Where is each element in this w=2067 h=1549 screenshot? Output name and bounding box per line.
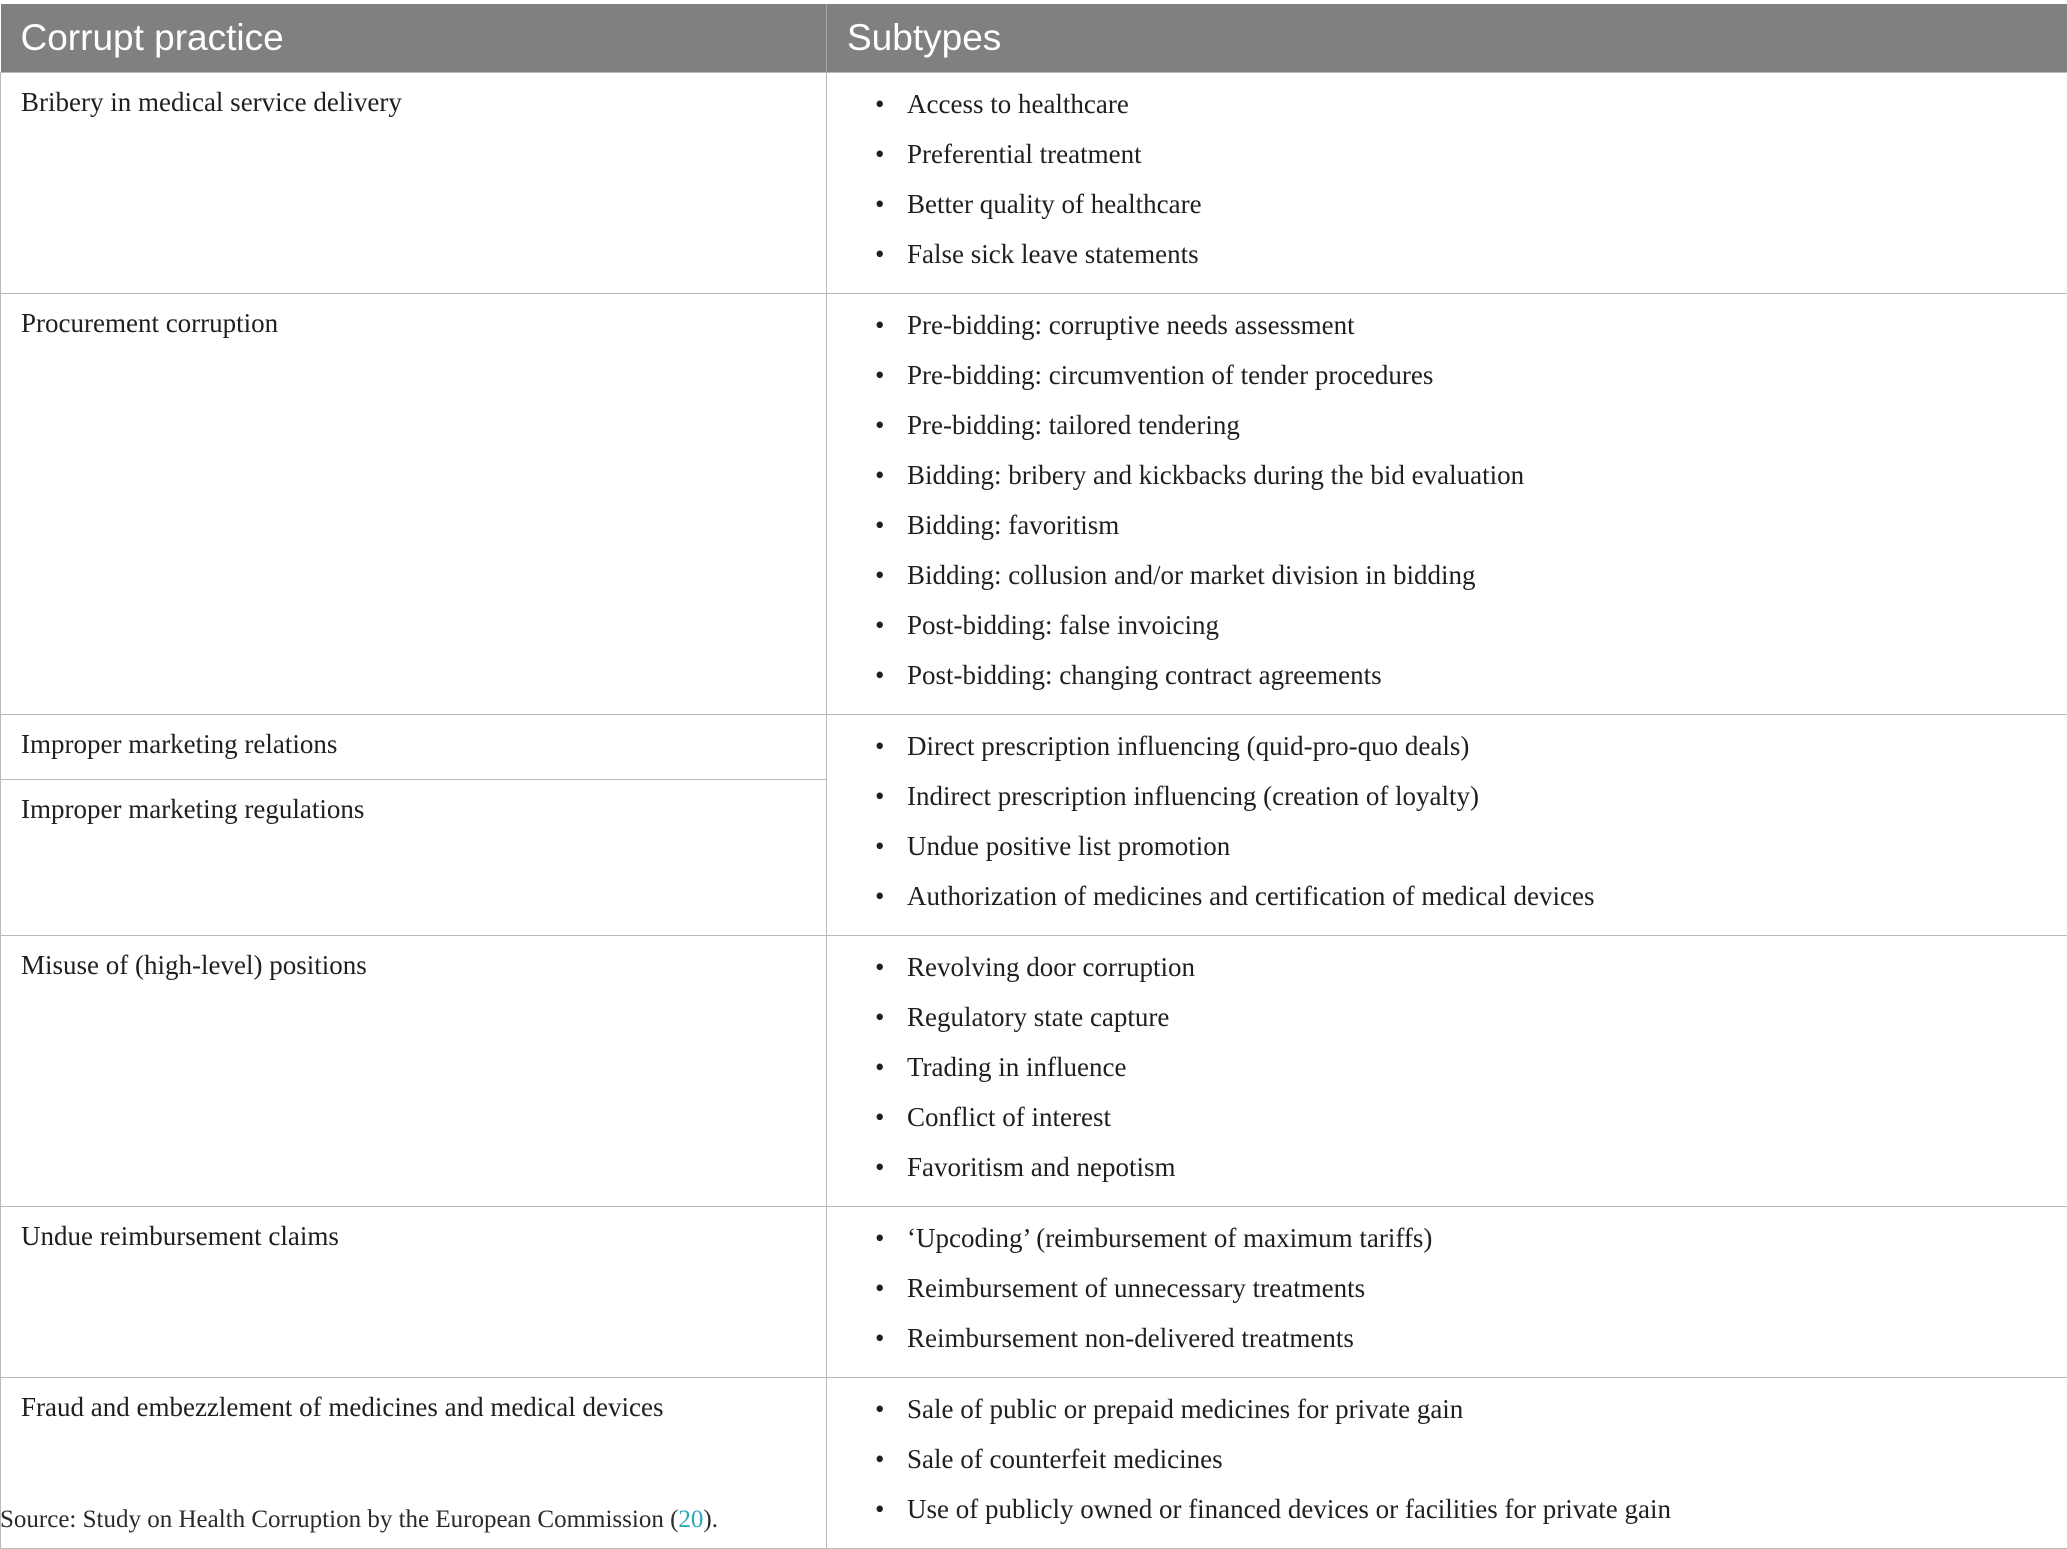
subtype-text: Pre-bidding: corruptive needs assessment (907, 310, 1355, 340)
bullet-icon: • (875, 458, 884, 492)
table-row (1, 936, 2067, 1207)
bullet-icon: • (875, 950, 884, 984)
subtype-text: Reimbursement non-delivered treatments (907, 1323, 1354, 1353)
table-header-row (1, 4, 2067, 73)
bullet-icon: • (875, 358, 884, 392)
subtype-item (847, 408, 2047, 458)
subtype-item (847, 608, 2047, 658)
bullet-icon: • (875, 1442, 884, 1476)
subtype-item (847, 1221, 2047, 1271)
bullet-icon: • (875, 1000, 884, 1034)
practice-cell: Undue reimbursement claims (1, 1207, 827, 1378)
subtype-list (847, 308, 2047, 708)
subtype-text: Bidding: collusion and/or market division in bidding (907, 560, 1475, 590)
bullet-icon: • (875, 1221, 884, 1255)
bullet-icon: • (875, 779, 884, 813)
bullet-icon: • (875, 508, 884, 542)
subtype-text: Regulatory state capture (907, 1002, 1169, 1032)
subtype-list (847, 1392, 2047, 1542)
header-corrupt-practice: Corrupt practice (1, 4, 827, 73)
bullet-icon: • (875, 658, 884, 692)
source-note (0, 1506, 718, 1534)
source-text: Source: Study on Health Corruption by the European Commission ( (0, 1506, 678, 1533)
subtype-item (847, 558, 2047, 608)
bullet-icon: • (875, 137, 884, 171)
table-row (1, 715, 2067, 780)
subtype-item (847, 658, 2047, 708)
practice-cell: Procurement corruption (1, 294, 827, 715)
subtype-text: Preferential treatment (907, 139, 1142, 169)
table-row (1, 73, 2067, 294)
source-suffix: ). (703, 1506, 718, 1533)
subtype-item (847, 1000, 2047, 1050)
subtype-list (847, 950, 2047, 1200)
subtype-text: False sick leave statements (907, 239, 1199, 269)
subtype-item (847, 1321, 2047, 1371)
bullet-icon: • (875, 1050, 884, 1084)
subtype-item (847, 879, 2047, 929)
subtype-text: Sale of public or prepaid medicines for private gain (907, 1394, 1463, 1424)
subtype-list (847, 87, 2047, 287)
subtype-list (847, 729, 2047, 929)
subtype-item (847, 458, 2047, 508)
bullet-icon: • (875, 1150, 884, 1184)
table-row (1, 294, 2067, 715)
subtypes-cell (827, 936, 2067, 1207)
subtype-item (847, 1392, 2047, 1442)
subtype-text: Sale of counterfeit medicines (907, 1444, 1223, 1474)
subtype-text: Post-bidding: false invoicing (907, 610, 1219, 640)
subtype-text: Trading in influence (907, 1052, 1126, 1082)
subtype-text: Reimbursement of unnecessary treatments (907, 1273, 1365, 1303)
subtype-item (847, 187, 2047, 237)
subtype-item (847, 308, 2047, 358)
subtype-item (847, 87, 2047, 137)
practice-cell: Improper marketing relations (1, 715, 827, 780)
subtypes-cell (827, 1207, 2067, 1378)
practice-cell: Improper marketing regulations (1, 779, 827, 935)
subtype-item (847, 1271, 2047, 1321)
practice-cell: Misuse of (high-level) positions (1, 936, 827, 1207)
subtype-text: Undue positive list promotion (907, 831, 1230, 861)
practice-cell: Bribery in medical service delivery (1, 73, 827, 294)
subtype-item (847, 829, 2047, 879)
subtypes-cell (827, 73, 2067, 294)
subtype-item (847, 358, 2047, 408)
subtypes-cell (827, 715, 2067, 936)
bullet-icon: • (875, 1271, 884, 1305)
subtype-item (847, 1492, 2047, 1542)
subtype-item (847, 1100, 2047, 1150)
subtype-item (847, 779, 2047, 829)
corruption-table (0, 4, 2067, 1549)
subtype-text: Better quality of healthcare (907, 189, 1202, 219)
bullet-icon: • (875, 187, 884, 221)
subtype-item (847, 237, 2047, 287)
subtype-text: Bidding: bribery and kickbacks during the bid evaluation (907, 460, 1524, 490)
subtype-item (847, 137, 2047, 187)
bullet-icon: • (875, 308, 884, 342)
bullet-icon: • (875, 408, 884, 442)
bullet-icon: • (875, 87, 884, 121)
subtype-item (847, 1442, 2047, 1492)
subtype-text: Indirect prescription influencing (creation of loyalty) (907, 781, 1479, 811)
bullet-icon: • (875, 729, 884, 763)
bullet-icon: • (875, 1321, 884, 1355)
subtype-text: Direct prescription influencing (quid-pro-quo deals) (907, 731, 1469, 761)
subtype-item (847, 1050, 2047, 1100)
header-subtypes: Subtypes (827, 4, 2067, 73)
bullet-icon: • (875, 1492, 884, 1526)
corruption-table-container (0, 4, 2067, 1549)
subtype-text: Conflict of interest (907, 1102, 1111, 1132)
subtype-item (847, 729, 2047, 779)
bullet-icon: • (875, 608, 884, 642)
subtype-text: Pre-bidding: tailored tendering (907, 410, 1240, 440)
bullet-icon: • (875, 237, 884, 271)
subtype-item (847, 1150, 2047, 1200)
table-row (1, 1207, 2067, 1378)
subtype-text: Favoritism and nepotism (907, 1152, 1175, 1182)
subtype-list (847, 1221, 2047, 1371)
subtype-text: Authorization of medicines and certification of medical devices (907, 881, 1595, 911)
subtype-text: Access to healthcare (907, 89, 1129, 119)
subtype-text: Use of publicly owned or financed devices or facilities for private gain (907, 1494, 1671, 1524)
bullet-icon: • (875, 1392, 884, 1426)
subtype-item (847, 508, 2047, 558)
subtype-text: Pre-bidding: circumvention of tender procedures (907, 360, 1433, 390)
subtypes-cell (827, 1378, 2067, 1549)
subtype-text: ‘Upcoding’ (reimbursement of maximum tariffs) (907, 1223, 1432, 1253)
bullet-icon: • (875, 558, 884, 592)
bullet-icon: • (875, 829, 884, 863)
subtype-text: Revolving door corruption (907, 952, 1195, 982)
subtype-text: Bidding: favoritism (907, 510, 1119, 540)
practice-cell: Fraud and embezzlement of medicines and medical devices (1, 1378, 827, 1549)
citation-link[interactable]: 20 (678, 1506, 703, 1533)
subtype-item (847, 950, 2047, 1000)
subtype-text: Post-bidding: changing contract agreements (907, 660, 1382, 690)
subtypes-cell (827, 294, 2067, 715)
bullet-icon: • (875, 879, 884, 913)
bullet-icon: • (875, 1100, 884, 1134)
